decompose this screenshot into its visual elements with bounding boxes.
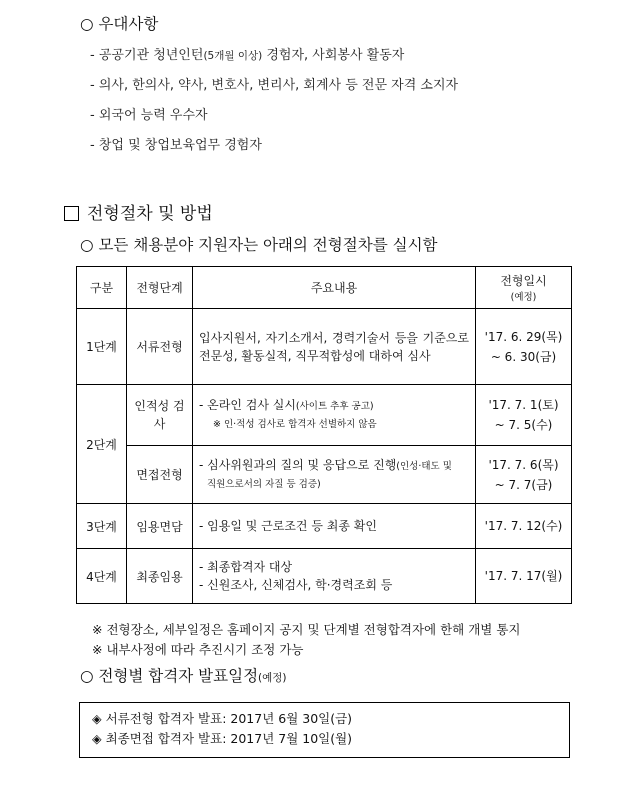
header-step: 전형단계	[127, 267, 193, 309]
preference-item: - 의사, 한의사, 약사, 변호사, 변리사, 회계사 등 전문 자격 소지자	[90, 78, 459, 93]
header-content: 주요내용	[193, 267, 476, 309]
announce-item: ◈ 서류전형 합격자 발표: 2017년 6월 30일(금)	[92, 711, 353, 726]
procedure-table	[76, 266, 572, 604]
section-heading: 전형절차 및 방법	[64, 199, 213, 224]
checkbox-icon	[64, 206, 79, 221]
note: ※ 전형장소, 세부일정은 홈페이지 공지 및 단계별 전형합격자에 한해 개별 통지	[92, 622, 521, 637]
announce-heading: ○ 전형별 합격자 발표일정(예정)	[80, 667, 287, 685]
announce-box	[79, 702, 570, 758]
preference-heading: ○ 우대사항	[80, 15, 159, 33]
table-row: 1단계 서류전형 입사지원서, 자기소개서, 경력기술서 등을 기준으로 전문성, 활동실적, 직무적합성에 대하여 심사 '17. 6. 29(목) ~ 6. 30(금)	[77, 309, 572, 385]
note: ※ 내부사정에 따라 추진시기 조정 가능	[92, 642, 304, 657]
preference-item: - 외국어 능력 우수자	[90, 108, 208, 123]
table-header-row	[77, 267, 572, 309]
header-stage: 구분	[77, 267, 127, 309]
table-row: 3단계 임용면담 - 임용일 및 근로조건 등 최종 확인 '17. 7. 12(수)	[77, 504, 572, 549]
announce-item: ◈ 최종면접 합격자 발표: 2017년 7월 10일(월)	[92, 731, 353, 746]
table-row: 면접전형 - 심사위원과의 질의 및 응답으로 진행(인성·태도 및 직원으로서의 자질 등 검증) '17. 7. 6(목) ~ 7. 7(금)	[77, 446, 572, 504]
preference-item: - 창업 및 창업보육업무 경험자	[90, 138, 262, 153]
table-row: 2단계 인적성 검사 - 온라인 검사 실시(사이트 추후 공고) ※ 인·적성 검사로 합격자 선별하지 않음 '17. 7. 1(토) ~ 7. 5(수)	[77, 385, 572, 446]
procedure-intro: ○ 모든 채용분야 지원자는 아래의 전형절차를 실시함	[80, 236, 438, 254]
header-date: 전형일시 (예정)	[476, 267, 572, 309]
table-row: 4단계 최종임용 - 최종합격자 대상 - 신원조사, 신체검사, 학·경력조회 등 '17. 7. 17(월)	[77, 549, 572, 604]
preference-item: - 공공기관 청년인턴(5개월 이상) 경험자, 사회봉사 활동자	[90, 48, 405, 63]
